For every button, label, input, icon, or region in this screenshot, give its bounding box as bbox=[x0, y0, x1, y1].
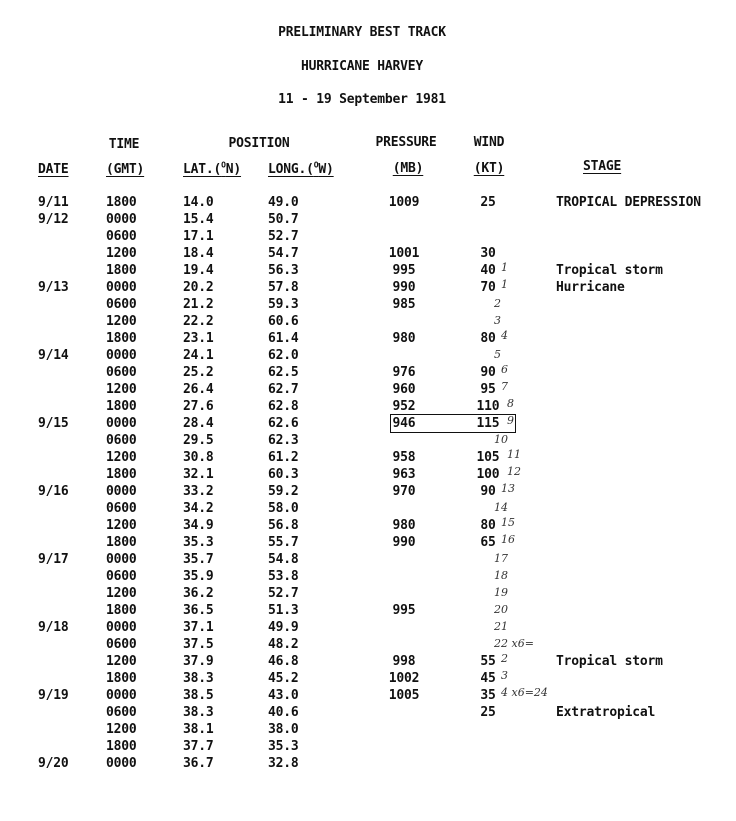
title-line-1: PRELIMINARY BEST TRACK bbox=[278, 25, 446, 40]
wind-cell: 35 bbox=[480, 688, 496, 703]
lat-cell: 38.3 bbox=[183, 705, 214, 720]
lat-cell: 24.1 bbox=[183, 348, 214, 363]
stage-cell: Hurricane bbox=[556, 280, 625, 295]
time-cell: 1800 bbox=[106, 739, 137, 754]
long-cell: 56.8 bbox=[268, 518, 299, 533]
lat-cell: 30.8 bbox=[183, 450, 214, 465]
time-cell: 1800 bbox=[106, 331, 137, 346]
header-pressure: PRESSURE bbox=[375, 135, 437, 150]
pressure-cell: 980 bbox=[392, 518, 416, 533]
long-cell: 35.3 bbox=[268, 739, 299, 754]
long-cell: 38.0 bbox=[268, 722, 299, 737]
stage-cell: Tropical storm bbox=[556, 654, 663, 669]
lat-cell: 35.7 bbox=[183, 552, 214, 567]
handwritten-note: 21 bbox=[494, 620, 508, 633]
wind-cell: 30 bbox=[480, 246, 496, 261]
pressure-cell: 946 bbox=[392, 416, 416, 431]
long-cell: 62.7 bbox=[268, 382, 299, 397]
wind-cell: 105 bbox=[476, 450, 500, 465]
pressure-cell: 970 bbox=[392, 484, 416, 499]
lat-cell: 20.2 bbox=[183, 280, 214, 295]
wind-cell: 65 bbox=[480, 535, 496, 550]
long-cell: 49.0 bbox=[268, 195, 299, 210]
handwritten-note: 2 bbox=[494, 297, 501, 310]
pressure-cell: 990 bbox=[392, 280, 416, 295]
wind-cell: 115 bbox=[476, 416, 500, 431]
time-cell: 1800 bbox=[106, 603, 137, 618]
time-cell: 1800 bbox=[106, 399, 137, 414]
date-cell: 9/18 bbox=[38, 620, 69, 635]
long-cell: 56.3 bbox=[268, 263, 299, 278]
wind-cell: 40 bbox=[480, 263, 496, 278]
date-cell: 9/13 bbox=[38, 280, 69, 295]
lat-cell: 15.4 bbox=[183, 212, 214, 227]
long-cell: 51.3 bbox=[268, 603, 299, 618]
handwritten-note: 7 bbox=[501, 380, 508, 393]
handwritten-note: 17 bbox=[494, 552, 508, 565]
long-cell: 52.7 bbox=[268, 586, 299, 601]
lat-cell: 33.2 bbox=[183, 484, 214, 499]
pressure-cell: 985 bbox=[392, 297, 416, 312]
lat-cell: 35.3 bbox=[183, 535, 214, 550]
stage-cell: TROPICAL DEPRESSION bbox=[556, 195, 701, 210]
pressure-cell: 1001 bbox=[388, 246, 420, 261]
boxed-entry bbox=[390, 414, 516, 433]
handwritten-note: 14 bbox=[494, 501, 508, 514]
date-cell: 9/17 bbox=[38, 552, 69, 567]
long-cell: 53.8 bbox=[268, 569, 299, 584]
handwritten-note: 19 bbox=[494, 586, 508, 599]
time-cell: 0000 bbox=[106, 688, 137, 703]
long-cell: 50.7 bbox=[268, 212, 299, 227]
lat-cell: 37.7 bbox=[183, 739, 214, 754]
wind-cell: 25 bbox=[480, 195, 496, 210]
long-cell: 48.2 bbox=[268, 637, 299, 652]
time-cell: 1200 bbox=[106, 722, 137, 737]
handwritten-note: 12 bbox=[507, 465, 521, 478]
time-cell: 1800 bbox=[106, 195, 137, 210]
lat-cell: 37.5 bbox=[183, 637, 214, 652]
handwritten-note: 10 bbox=[494, 433, 508, 446]
time-cell: 1200 bbox=[106, 450, 137, 465]
time-cell: 1800 bbox=[106, 671, 137, 686]
header-kt: (KT) bbox=[473, 161, 505, 176]
handwritten-note: 5 bbox=[494, 348, 501, 361]
lat-cell: 25.2 bbox=[183, 365, 214, 380]
handwritten-note: 1 bbox=[501, 278, 508, 291]
lat-cell: 26.4 bbox=[183, 382, 214, 397]
time-cell: 0600 bbox=[106, 365, 137, 380]
date-cell: 9/15 bbox=[38, 416, 69, 431]
time-cell: 0000 bbox=[106, 484, 137, 499]
long-cell: 62.6 bbox=[268, 416, 299, 431]
handwritten-note: 22 x6= bbox=[494, 637, 534, 650]
wind-cell: 55 bbox=[480, 654, 496, 669]
header-gmt: (GMT) bbox=[106, 162, 145, 177]
lat-cell: 32.1 bbox=[183, 467, 214, 482]
time-cell: 1800 bbox=[106, 263, 137, 278]
long-cell: 58.0 bbox=[268, 501, 299, 516]
time-cell: 0000 bbox=[106, 756, 137, 771]
handwritten-note: 16 bbox=[501, 533, 515, 546]
lat-cell: 21.2 bbox=[183, 297, 214, 312]
time-cell: 1200 bbox=[106, 518, 137, 533]
handwritten-note: 20 bbox=[494, 603, 508, 616]
lat-cell: 37.1 bbox=[183, 620, 214, 635]
handwritten-note: 13 bbox=[501, 482, 515, 495]
pressure-cell: 952 bbox=[392, 399, 416, 414]
pressure-cell: 976 bbox=[392, 365, 416, 380]
wind-cell: 90 bbox=[480, 484, 496, 499]
long-cell: 59.2 bbox=[268, 484, 299, 499]
pressure-cell: 995 bbox=[392, 603, 416, 618]
time-cell: 0600 bbox=[106, 229, 137, 244]
long-cell: 60.6 bbox=[268, 314, 299, 329]
wind-cell: 100 bbox=[476, 467, 500, 482]
lat-cell: 18.4 bbox=[183, 246, 214, 261]
lat-cell: 36.7 bbox=[183, 756, 214, 771]
stage-cell: Tropical storm bbox=[556, 263, 663, 278]
long-cell: 45.2 bbox=[268, 671, 299, 686]
handwritten-note: 3 bbox=[494, 314, 501, 327]
lat-cell: 34.2 bbox=[183, 501, 214, 516]
pressure-cell: 960 bbox=[392, 382, 416, 397]
lat-cell: 38.1 bbox=[183, 722, 214, 737]
pressure-cell: 1005 bbox=[388, 688, 420, 703]
lat-cell: 19.4 bbox=[183, 263, 214, 278]
handwritten-note: 2 bbox=[501, 652, 508, 665]
date-cell: 9/19 bbox=[38, 688, 69, 703]
time-cell: 0600 bbox=[106, 433, 137, 448]
time-cell: 1800 bbox=[106, 535, 137, 550]
long-cell: 62.0 bbox=[268, 348, 299, 363]
long-cell: 54.8 bbox=[268, 552, 299, 567]
header-mb: (MB) bbox=[392, 161, 424, 176]
handwritten-note: 4 x6=24 bbox=[501, 686, 548, 699]
title-line-2: HURRICANE HARVEY bbox=[300, 59, 424, 74]
time-cell: 1200 bbox=[106, 382, 137, 397]
pressure-cell: 1002 bbox=[388, 671, 420, 686]
time-cell: 1200 bbox=[106, 586, 137, 601]
long-cell: 62.8 bbox=[268, 399, 299, 414]
pressure-cell: 958 bbox=[392, 450, 416, 465]
handwritten-note: 11 bbox=[507, 448, 521, 461]
long-cell: 61.2 bbox=[268, 450, 299, 465]
lat-cell: 29.5 bbox=[183, 433, 214, 448]
time-cell: 0000 bbox=[106, 620, 137, 635]
long-cell: 60.3 bbox=[268, 467, 299, 482]
handwritten-note: 9 bbox=[507, 414, 514, 427]
time-cell: 0000 bbox=[106, 280, 137, 295]
header-wind: WIND bbox=[473, 135, 505, 150]
time-cell: 0600 bbox=[106, 705, 137, 720]
long-cell: 32.8 bbox=[268, 756, 299, 771]
handwritten-note: 1 bbox=[501, 261, 508, 274]
handwritten-note: 18 bbox=[494, 569, 508, 582]
handwritten-note: 15 bbox=[501, 516, 515, 529]
date-cell: 9/12 bbox=[38, 212, 69, 227]
lat-cell: 36.2 bbox=[183, 586, 214, 601]
date-cell: 9/20 bbox=[38, 756, 69, 771]
long-cell: 43.0 bbox=[268, 688, 299, 703]
date-cell: 9/14 bbox=[38, 348, 69, 363]
lat-cell: 35.9 bbox=[183, 569, 214, 584]
header-date: DATE bbox=[38, 162, 69, 177]
wind-cell: 80 bbox=[480, 518, 496, 533]
time-cell: 1200 bbox=[106, 246, 137, 261]
time-cell: 0000 bbox=[106, 348, 137, 363]
pressure-cell: 963 bbox=[392, 467, 416, 482]
time-cell: 0600 bbox=[106, 501, 137, 516]
wind-cell: 110 bbox=[476, 399, 500, 414]
time-cell: 0000 bbox=[106, 212, 137, 227]
time-cell: 0600 bbox=[106, 637, 137, 652]
pressure-cell: 998 bbox=[392, 654, 416, 669]
time-cell: 0600 bbox=[106, 297, 137, 312]
handwritten-note: 3 bbox=[501, 669, 508, 682]
lat-cell: 37.9 bbox=[183, 654, 214, 669]
header-stage: STAGE bbox=[583, 159, 622, 174]
long-cell: 40.6 bbox=[268, 705, 299, 720]
lat-cell: 34.9 bbox=[183, 518, 214, 533]
lat-cell: 28.4 bbox=[183, 416, 214, 431]
time-cell: 1800 bbox=[106, 467, 137, 482]
long-cell: 61.4 bbox=[268, 331, 299, 346]
pressure-cell: 1009 bbox=[388, 195, 420, 210]
long-cell: 59.3 bbox=[268, 297, 299, 312]
handwritten-note: 6 bbox=[501, 363, 508, 376]
wind-cell: 80 bbox=[480, 331, 496, 346]
header-long: LONG.($^O$W) bbox=[268, 160, 334, 177]
time-cell: 1200 bbox=[106, 314, 137, 329]
lat-cell: 23.1 bbox=[183, 331, 214, 346]
time-cell: 0000 bbox=[106, 416, 137, 431]
long-cell: 54.7 bbox=[268, 246, 299, 261]
header-lat: LAT.($^O$N) bbox=[183, 160, 242, 177]
lat-cell: 17.1 bbox=[183, 229, 214, 244]
long-cell: 52.7 bbox=[268, 229, 299, 244]
long-cell: 55.7 bbox=[268, 535, 299, 550]
handwritten-note: 4 bbox=[501, 329, 508, 342]
pressure-cell: 980 bbox=[392, 331, 416, 346]
wind-cell: 70 bbox=[480, 280, 496, 295]
long-cell: 62.5 bbox=[268, 365, 299, 380]
long-cell: 46.8 bbox=[268, 654, 299, 669]
header-position: POSITION bbox=[228, 136, 290, 151]
time-cell: 0000 bbox=[106, 552, 137, 567]
lat-cell: 36.5 bbox=[183, 603, 214, 618]
stage-cell: Extratropical bbox=[556, 705, 656, 720]
long-cell: 57.8 bbox=[268, 280, 299, 295]
time-cell: 0600 bbox=[106, 569, 137, 584]
lat-cell: 27.6 bbox=[183, 399, 214, 414]
date-cell: 9/11 bbox=[38, 195, 69, 210]
pressure-cell: 990 bbox=[392, 535, 416, 550]
lat-cell: 38.3 bbox=[183, 671, 214, 686]
title-line-3: 11 - 19 September 1981 bbox=[278, 92, 446, 107]
long-cell: 49.9 bbox=[268, 620, 299, 635]
wind-cell: 95 bbox=[480, 382, 496, 397]
wind-cell: 25 bbox=[480, 705, 496, 720]
wind-cell: 45 bbox=[480, 671, 496, 686]
long-cell: 62.3 bbox=[268, 433, 299, 448]
handwritten-note: 8 bbox=[507, 397, 514, 410]
lat-cell: 14.0 bbox=[183, 195, 214, 210]
lat-cell: 22.2 bbox=[183, 314, 214, 329]
pressure-cell: 995 bbox=[392, 263, 416, 278]
date-cell: 9/16 bbox=[38, 484, 69, 499]
time-cell: 1200 bbox=[106, 654, 137, 669]
header-time: TIME bbox=[108, 137, 140, 152]
wind-cell: 90 bbox=[480, 365, 496, 380]
lat-cell: 38.5 bbox=[183, 688, 214, 703]
